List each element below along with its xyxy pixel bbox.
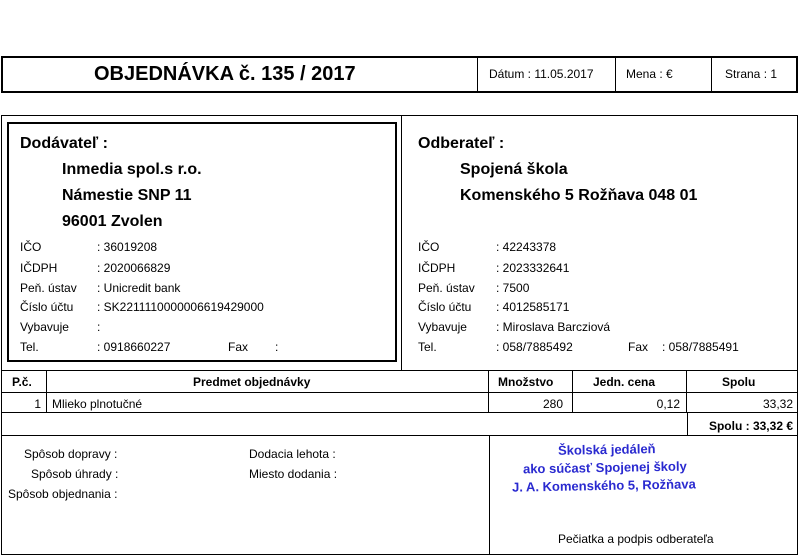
customer-ico-label: IČO: [418, 240, 440, 254]
currency-field: Mena : €: [626, 67, 673, 81]
supplier-contact-label: Vybavuje: [20, 320, 69, 334]
customer-tel-value: : 058/7885492: [496, 340, 573, 354]
divider: [401, 116, 402, 370]
row-qty: 280: [542, 397, 563, 411]
row-item: Mlieko plnotučné: [52, 397, 143, 411]
supplier-icdph-label: IČDPH: [20, 261, 58, 275]
stamp-line-2: ako súčasť Spojenej školy: [522, 458, 687, 477]
customer-account-label: Číslo účtu: [418, 300, 472, 314]
row-pc: 1: [34, 397, 41, 411]
customer-fax-label: Fax: [628, 340, 649, 354]
customer-account-value: : 4012585171: [496, 300, 570, 314]
supplier-ico-value: : 36019208: [97, 240, 158, 254]
customer-address: Komenského 5 Rožňava 048 01: [460, 187, 698, 204]
col-header-pc: P.č.: [12, 375, 32, 389]
supplier-bank-value: : Unicredit bank: [97, 281, 181, 295]
table-top-rule: [1, 370, 798, 371]
divider: [687, 413, 688, 435]
sum-total: Spolu : 33,32 €: [708, 419, 793, 433]
supplier-ico-label: IČO: [20, 240, 42, 254]
customer-ico-value: : 42243378: [496, 240, 557, 254]
supplier-street: Námestie SNP 11: [62, 187, 192, 204]
supplier-heading: Dodávateľ :: [20, 135, 108, 152]
customer-heading: Odberateľ :: [418, 135, 505, 152]
supplier-tel-value: : 0918660227: [97, 340, 171, 354]
date-field: Dátum : 11.05.2017: [489, 67, 594, 81]
row-total: 33,32: [762, 397, 793, 411]
supplier-tel-label: Tel.: [20, 340, 39, 354]
divider: [488, 371, 489, 412]
divider: [477, 57, 478, 92]
col-header-unit: Jedn. cena: [593, 375, 656, 389]
divider: [46, 371, 47, 412]
supplier-fax-value: :: [275, 340, 279, 354]
stamp-line-3: J. A. Komenského 5, Rožňava: [511, 476, 696, 495]
supplier-name: Inmedia spol.s r.o.: [62, 161, 202, 178]
supplier-icdph-value: : 2020066829: [97, 261, 171, 275]
customer-icdph-value: : 2023332641: [496, 261, 570, 275]
payment-method-label: Spôsob úhrady :: [31, 467, 119, 481]
supplier-account-value: : SK2211110000006619429000: [97, 300, 264, 314]
divider: [686, 371, 687, 412]
customer-icdph-label: IČDPH: [418, 261, 456, 275]
signature-label: Pečiatka a podpis odberateľa: [558, 532, 714, 546]
supplier-fax-label: Fax: [228, 340, 249, 354]
customer-bank-label: Peň. ústav: [418, 281, 475, 295]
divider: [711, 57, 712, 92]
page-number-field: Strana : 1: [725, 67, 778, 81]
order-method-label: Spôsob objednania :: [8, 487, 118, 501]
col-header-item: Predmet objednávky: [193, 375, 311, 389]
divider: [489, 436, 490, 554]
customer-contact-value: : Miroslava Barcziová: [496, 320, 611, 334]
supplier-city: 96001 Zvolen: [62, 213, 163, 230]
row-unit: 0,12: [656, 397, 680, 411]
shipping-method-label: Spôsob dopravy :: [24, 447, 118, 461]
supplier-account-label: Číslo účtu: [20, 300, 74, 314]
customer-name: Spojená škola: [460, 161, 568, 178]
page-title: OBJEDNÁVKA č. 135 / 2017: [94, 63, 356, 85]
delivery-place-label: Miesto dodania :: [249, 467, 338, 481]
divider: [615, 57, 616, 92]
supplier-bank-label: Peň. ústav: [20, 281, 77, 295]
customer-fax-value: : 058/7885491: [662, 340, 739, 354]
divider: [572, 371, 573, 412]
table-row-rule: [1, 412, 798, 413]
stamp-line-1: Školská jedáleň: [557, 441, 656, 458]
col-header-total: Spolu: [722, 375, 756, 389]
customer-bank-value: : 7500: [496, 281, 530, 295]
delivery-term-label: Dodacia lehota :: [249, 447, 336, 461]
supplier-contact-value: :: [97, 320, 101, 334]
table-header-rule: [1, 392, 798, 393]
customer-contact-label: Vybavuje: [418, 320, 467, 334]
table-sum-rule: [1, 435, 798, 436]
customer-tel-label: Tel.: [418, 340, 437, 354]
col-header-qty: Množstvo: [498, 375, 554, 389]
